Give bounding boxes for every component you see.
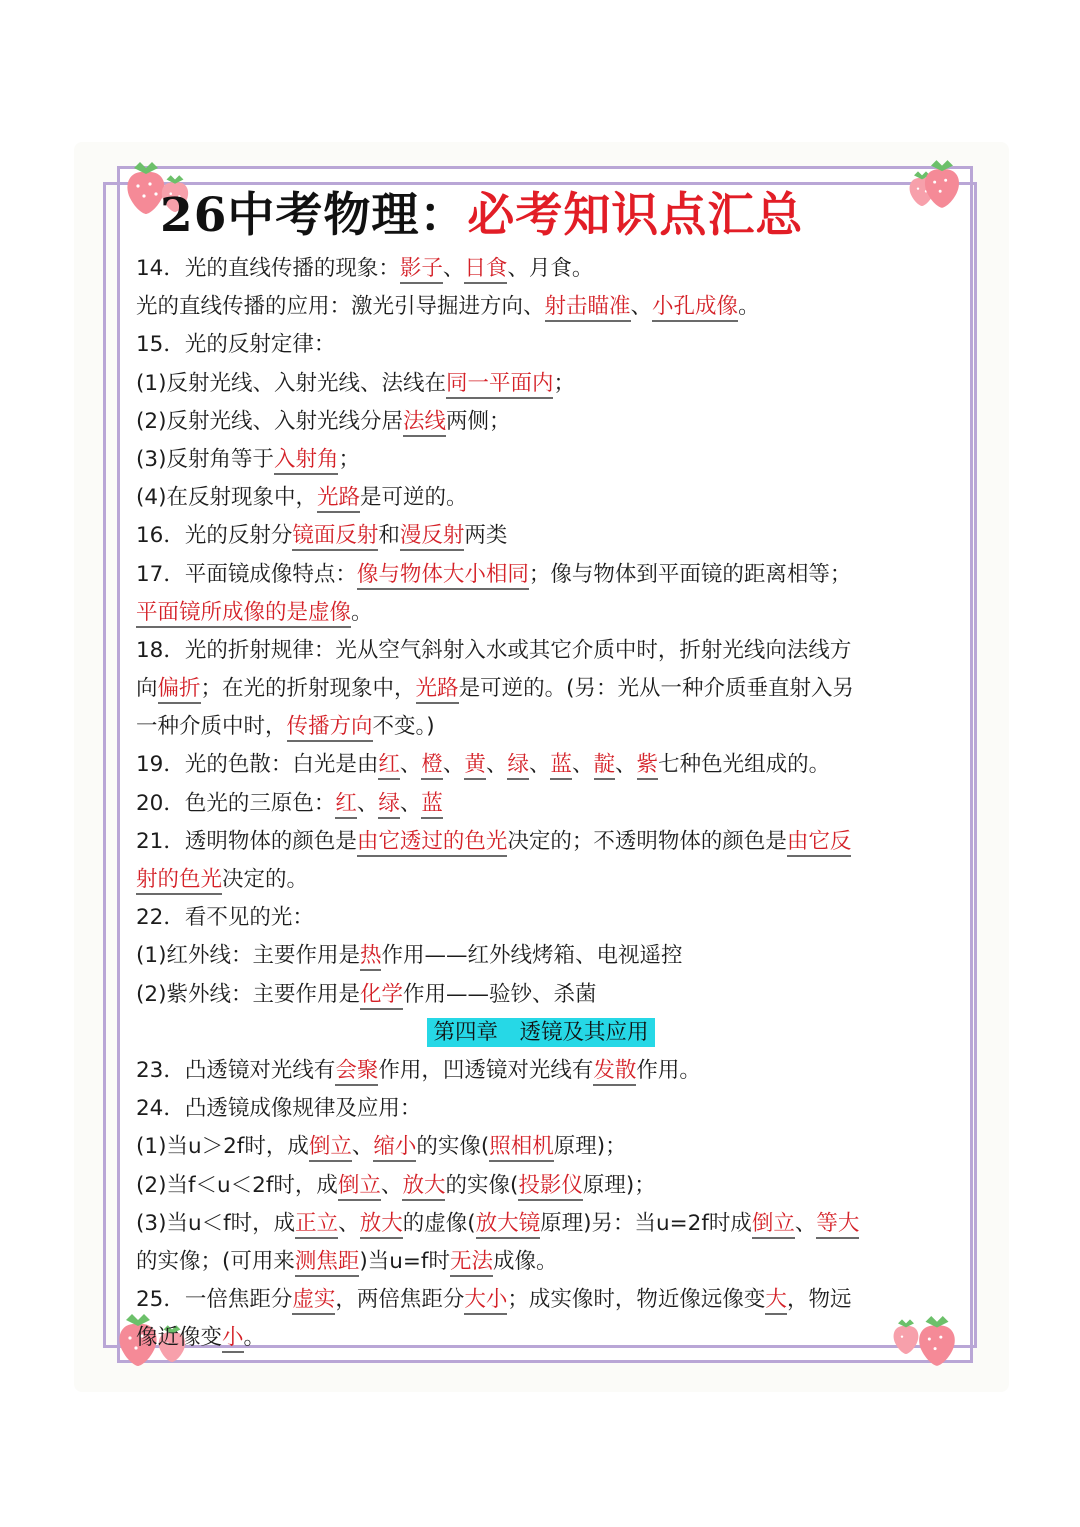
key-term: 投影仪 bbox=[518, 1173, 583, 1201]
note-text: ；在光的折射现象中， bbox=[200, 676, 416, 702]
key-term: 红 bbox=[378, 752, 400, 780]
note-text: 不变。) bbox=[372, 714, 435, 740]
key-term: 小孔成像 bbox=[652, 294, 738, 322]
note-text: (2)反射光线、入射光线分居 bbox=[136, 408, 403, 434]
key-term: 靛 bbox=[594, 752, 616, 780]
strawberry-icon bbox=[920, 156, 964, 210]
note-text: 17．平面镜成像特点： bbox=[136, 561, 357, 587]
note-line bbox=[136, 976, 946, 1014]
key-term: 等大 bbox=[816, 1211, 859, 1239]
key-term: 射击瞄准 bbox=[545, 294, 631, 322]
key-term: 红 bbox=[335, 791, 357, 819]
note-text: 的实像( bbox=[416, 1134, 490, 1160]
note-text: 25．一倍焦距分 bbox=[136, 1287, 293, 1313]
note-text: 、月食。 bbox=[507, 256, 594, 281]
key-term: 绿 bbox=[378, 791, 400, 819]
key-term: 照相机 bbox=[489, 1134, 554, 1162]
note-line bbox=[136, 823, 946, 861]
note-text: (2)当f＜u＜2f时，成 bbox=[136, 1172, 338, 1198]
chapter-heading: 第四章 透镜及其应用 bbox=[427, 1018, 654, 1047]
key-term: 射的色光 bbox=[136, 867, 222, 895]
note-text: 、 bbox=[794, 1210, 817, 1236]
note-text: 一种介质中时， bbox=[136, 714, 287, 740]
key-term: 缩小 bbox=[373, 1134, 416, 1162]
note-text: (3)反射角等于 bbox=[136, 446, 274, 472]
key-term: 放大镜 bbox=[476, 1211, 541, 1239]
note-text: ；成实像时，物近像远像变 bbox=[507, 1287, 766, 1313]
note-text: 作用，凹透镜对光线有 bbox=[378, 1057, 594, 1083]
note-text: 。 bbox=[738, 294, 760, 320]
note-text: 、 bbox=[572, 752, 594, 778]
notes-body bbox=[136, 250, 946, 1357]
note-text: 21．透明物体的颜色是 bbox=[136, 828, 357, 854]
note-text: 24．凸透镜成像规律及应用： bbox=[136, 1096, 422, 1122]
key-term: 会聚 bbox=[335, 1058, 378, 1086]
key-term: 黄 bbox=[464, 752, 486, 780]
note-line bbox=[136, 1014, 946, 1052]
note-text: 。 bbox=[243, 1325, 266, 1351]
note-line bbox=[136, 899, 946, 937]
note-text: 两侧； bbox=[445, 408, 511, 434]
note-text: 、 bbox=[442, 752, 465, 778]
note-text: 决定的；不透明物体的颜色是 bbox=[507, 828, 787, 854]
note-line bbox=[136, 1243, 946, 1281]
key-term: 倒立 bbox=[309, 1134, 352, 1162]
page-title bbox=[160, 178, 803, 248]
note-text: 18．光的折射规律：光从空气斜射入水或其它介质中时，折射光线向法线方 bbox=[136, 637, 852, 663]
key-term: 放大 bbox=[402, 1173, 445, 1201]
note-text: ； bbox=[553, 370, 575, 396]
key-term: 倒立 bbox=[338, 1173, 381, 1201]
key-term: 无法 bbox=[450, 1249, 493, 1277]
key-term: 测焦距 bbox=[295, 1249, 360, 1277]
note-text: 作用。 bbox=[636, 1057, 701, 1083]
note-line bbox=[136, 670, 946, 708]
key-term: 发散 bbox=[593, 1058, 636, 1086]
note-text: 和 bbox=[378, 523, 400, 549]
note-text: 七种色光组成的。 bbox=[658, 752, 831, 778]
key-term: 光路 bbox=[317, 485, 360, 513]
note-text: 14．光的直线传播的现象： bbox=[136, 256, 400, 281]
key-term: 漫反射 bbox=[400, 523, 465, 551]
note-text: 、 bbox=[528, 752, 551, 778]
note-text: 原理)； bbox=[582, 1172, 656, 1198]
note-line bbox=[136, 746, 946, 784]
key-term: 同一平面内 bbox=[446, 371, 554, 399]
note-line bbox=[136, 708, 946, 746]
note-text: 22．看不见的光： bbox=[136, 905, 314, 931]
note-line bbox=[136, 1281, 946, 1319]
key-term: 影子 bbox=[400, 256, 443, 284]
key-term: 橙 bbox=[421, 752, 443, 780]
key-term: 平面镜所成像的是虚像 bbox=[136, 600, 351, 628]
note-text: 是可逆的。(另：光从一种介质垂直射入另 bbox=[458, 676, 854, 702]
note-text: (1)反射光线、入射光线、法线在 bbox=[136, 370, 446, 396]
note-text: (1)当u＞2f时，成 bbox=[136, 1134, 309, 1160]
note-text: ；像与物体到平面镜的距离相等； bbox=[528, 561, 852, 587]
key-term: 蓝 bbox=[550, 752, 572, 780]
note-line bbox=[136, 403, 946, 441]
note-line bbox=[136, 517, 946, 555]
note-text: 的实像( bbox=[445, 1172, 519, 1198]
note-text: 决定的。 bbox=[222, 867, 309, 892]
key-term: 绿 bbox=[507, 752, 529, 780]
note-text: 光的直线传播的应用：激光引导掘进方向、 bbox=[136, 294, 545, 320]
key-term: 传播方向 bbox=[287, 714, 373, 742]
note-line bbox=[136, 861, 946, 899]
key-term: 放大 bbox=[360, 1211, 403, 1239]
key-term: 虚实 bbox=[292, 1287, 335, 1315]
note-text: 、 bbox=[630, 294, 653, 320]
key-term: 小 bbox=[222, 1325, 244, 1353]
note-text: (4)在反射现象中， bbox=[136, 485, 317, 511]
note-text: 、 bbox=[399, 752, 422, 778]
key-term: 正立 bbox=[295, 1211, 338, 1239]
note-line bbox=[136, 365, 946, 403]
note-line bbox=[136, 1167, 946, 1205]
note-text: 成像。 bbox=[493, 1248, 558, 1274]
note-line bbox=[136, 594, 946, 632]
key-term: 紫 bbox=[637, 752, 659, 780]
title-prefix: 26中考物理： bbox=[160, 188, 468, 243]
key-term: 由它反 bbox=[787, 829, 852, 857]
note-line bbox=[136, 479, 946, 517]
note-text: 19．光的色散：白光是由 bbox=[136, 752, 379, 778]
note-line bbox=[136, 1052, 946, 1090]
note-line bbox=[136, 1090, 946, 1128]
key-term: 大 bbox=[765, 1287, 787, 1315]
note-line bbox=[136, 937, 946, 975]
note-text: 像近像变 bbox=[136, 1325, 223, 1351]
note-text: ，两倍焦距分 bbox=[335, 1287, 465, 1313]
key-term: 法线 bbox=[403, 409, 446, 437]
key-term: 偏折 bbox=[158, 676, 201, 704]
note-text: 作用——验钞、杀菌 bbox=[402, 981, 597, 1007]
note-text: 、 bbox=[356, 790, 379, 816]
note-text: ； bbox=[338, 446, 360, 472]
note-line bbox=[136, 632, 946, 670]
note-line bbox=[136, 288, 946, 326]
note-text: 、 bbox=[399, 790, 422, 816]
note-text: 、 bbox=[615, 752, 637, 778]
key-term: 像与物体大小相同 bbox=[357, 562, 529, 590]
title-highlight: 必考知识点汇总 bbox=[467, 188, 804, 243]
key-term: 入射角 bbox=[274, 447, 339, 475]
note-text: 16．光的反射分 bbox=[136, 523, 293, 549]
note-text: 作用——红外线烤箱、电视遥控 bbox=[381, 943, 683, 969]
note-line bbox=[136, 785, 946, 823]
note-text: 、 bbox=[380, 1172, 403, 1198]
key-term: 大小 bbox=[464, 1287, 507, 1315]
key-term: 由它透过的色光 bbox=[357, 829, 508, 857]
note-line bbox=[136, 1205, 946, 1243]
note-text: 是可逆的。 bbox=[359, 485, 468, 511]
note-text: ，物远 bbox=[786, 1287, 852, 1313]
note-text: 、 bbox=[485, 752, 508, 778]
note-text: 15．光的反射定律： bbox=[136, 332, 336, 358]
note-line bbox=[136, 441, 946, 479]
note-text: 20．色光的三原色： bbox=[136, 790, 336, 816]
note-text: (2)紫外线：主要作用是 bbox=[136, 981, 360, 1007]
note-text: 的实像；(可用来 bbox=[136, 1248, 295, 1274]
key-term: 光路 bbox=[416, 676, 459, 704]
note-text: 两类 bbox=[464, 523, 508, 549]
note-text: 。 bbox=[351, 599, 373, 625]
key-term: 日食 bbox=[464, 256, 507, 284]
note-text: 向 bbox=[136, 676, 158, 702]
note-text: 原理)另：当u=2f时成 bbox=[540, 1210, 752, 1236]
key-term: 热 bbox=[360, 943, 382, 971]
note-text: (1)红外线：主要作用是 bbox=[136, 943, 360, 969]
key-term: 镜面反射 bbox=[292, 523, 378, 551]
note-line bbox=[136, 1128, 946, 1166]
note-text: )当u=f时 bbox=[359, 1248, 451, 1274]
note-line bbox=[136, 1319, 946, 1357]
key-term: 化学 bbox=[360, 982, 403, 1010]
note-text: 原理)； bbox=[553, 1134, 627, 1160]
note-text: 的虚像( bbox=[402, 1210, 476, 1236]
note-text: 、 bbox=[442, 256, 465, 281]
note-line bbox=[136, 250, 946, 288]
note-text: (3)当u＜f时，成 bbox=[136, 1210, 296, 1236]
key-term: 倒立 bbox=[752, 1211, 795, 1239]
note-line bbox=[136, 326, 946, 364]
note-text: 、 bbox=[338, 1210, 360, 1236]
note-text: 23．凸透镜对光线有 bbox=[136, 1057, 336, 1083]
note-line bbox=[136, 556, 946, 594]
note-text: 、 bbox=[351, 1134, 374, 1160]
key-term: 蓝 bbox=[421, 791, 443, 819]
